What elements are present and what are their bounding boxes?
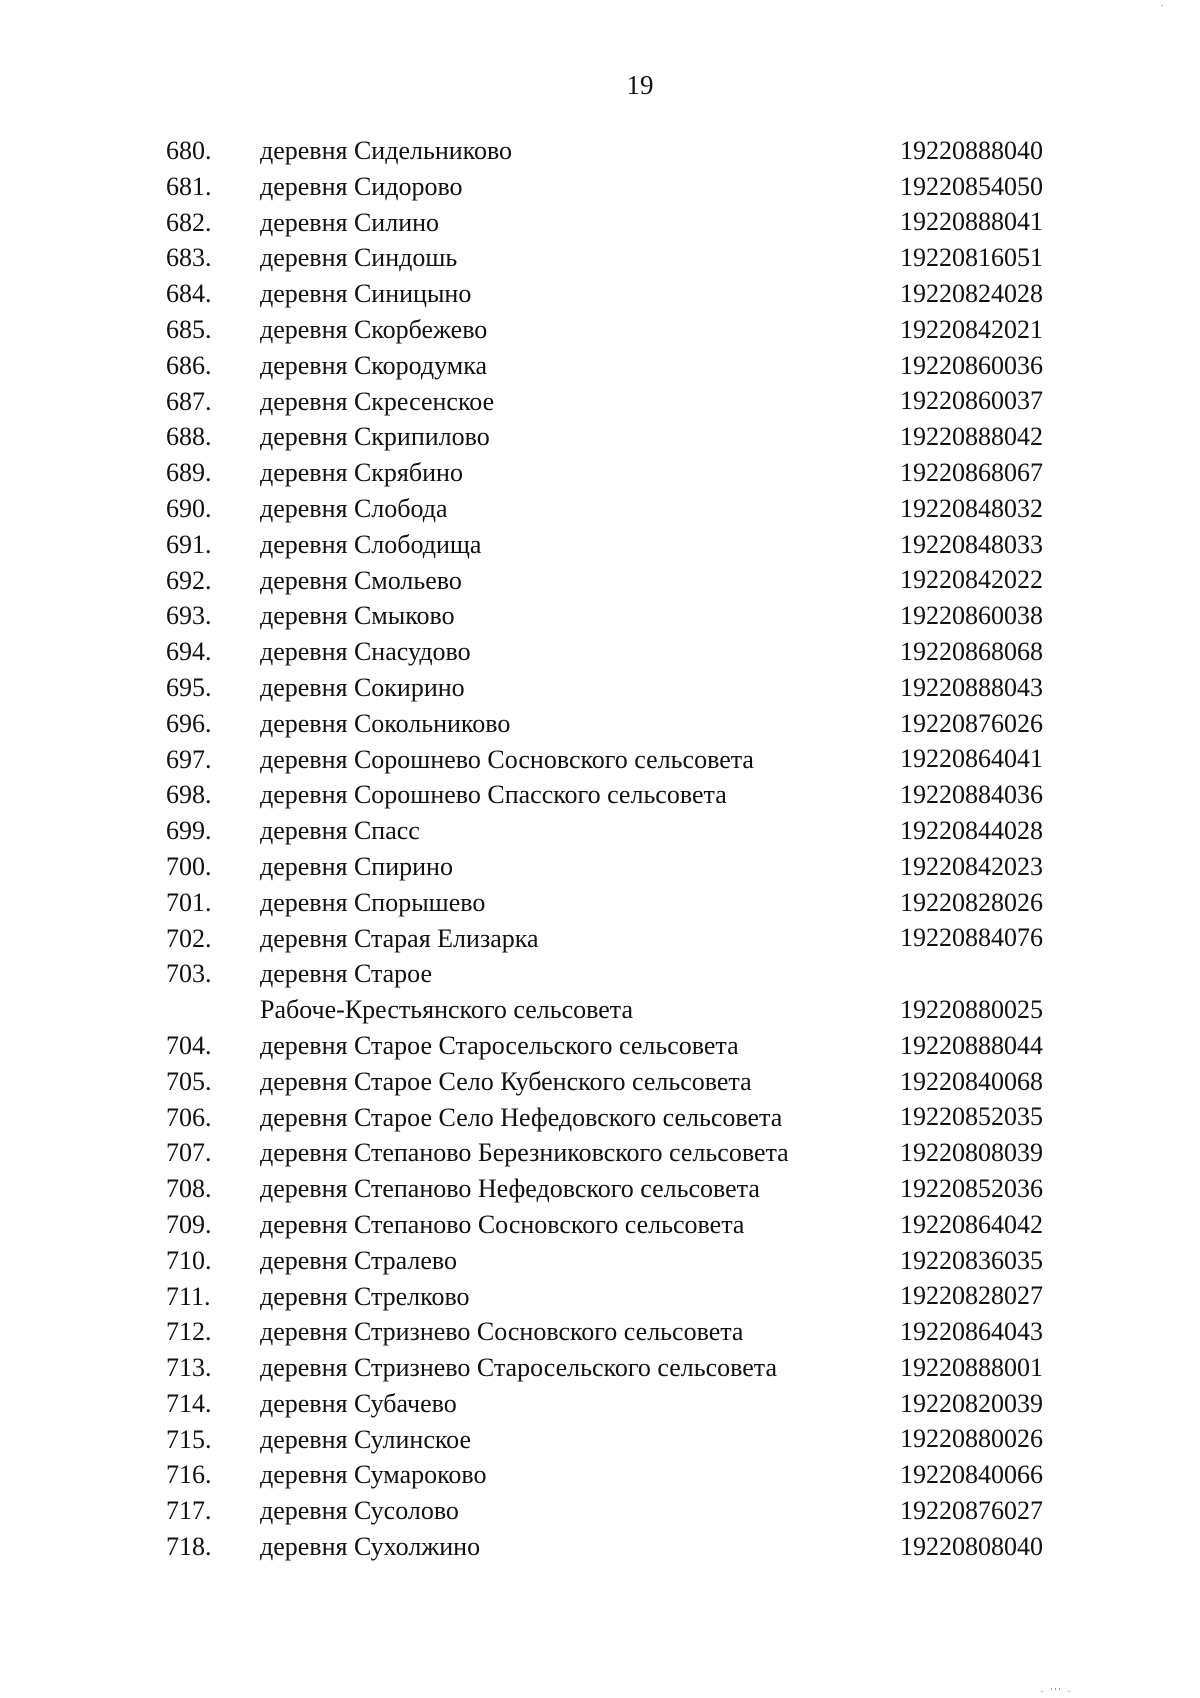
row-number: 681. bbox=[166, 171, 212, 201]
oktmo-code: 19220876027 bbox=[900, 1496, 1043, 1526]
settlement-name: деревня Синдошь bbox=[260, 243, 458, 273]
row-number: 699. bbox=[166, 816, 212, 846]
settlement-name: деревня Скородумка bbox=[260, 350, 487, 380]
oktmo-code: 19220884036 bbox=[900, 780, 1043, 810]
settlement-name: деревня Смыково bbox=[260, 601, 455, 631]
list-row bbox=[0, 742, 1200, 778]
oktmo-code: 19220888041 bbox=[900, 207, 1043, 237]
settlement-name: деревня Спасс bbox=[260, 816, 420, 846]
settlement-name: деревня Сорошнево Спасского сельсовета bbox=[260, 780, 727, 810]
list-row bbox=[0, 276, 1200, 312]
list-row bbox=[0, 706, 1200, 742]
row-number: 715. bbox=[166, 1424, 212, 1454]
oktmo-code: 19220808039 bbox=[900, 1138, 1043, 1168]
row-number: 686. bbox=[166, 350, 212, 380]
row-number: 700. bbox=[166, 851, 212, 881]
settlement-name-line: Рабоче-Крестьянского сельсовета bbox=[260, 995, 634, 1025]
settlement-name: деревня Субачево bbox=[260, 1388, 457, 1418]
row-number: 684. bbox=[166, 279, 212, 309]
oktmo-code: 19220868067 bbox=[900, 457, 1043, 487]
oktmo-code: 19220888001 bbox=[900, 1352, 1043, 1382]
settlement-name: деревня Синицыно bbox=[260, 279, 472, 309]
settlement-name: деревня Скрябино bbox=[260, 458, 463, 488]
oktmo-code: 19220854050 bbox=[900, 171, 1043, 201]
settlement-name: деревня Стралево bbox=[260, 1245, 458, 1275]
settlement-name: деревня Степаново Сосновского сельсовета bbox=[260, 1209, 745, 1239]
row-number: 702. bbox=[166, 923, 212, 953]
page-number: 19 bbox=[626, 70, 654, 100]
row-number: 691. bbox=[166, 529, 212, 559]
row-number: 680. bbox=[166, 136, 212, 165]
row-number: 687. bbox=[166, 386, 212, 416]
settlement-name: деревня Старое Старосельского сельсовета bbox=[260, 1030, 739, 1060]
list-row bbox=[0, 1350, 1200, 1386]
settlement-name: деревня Слобода bbox=[260, 493, 448, 523]
oktmo-code: 19220880025 bbox=[900, 994, 1043, 1024]
row-number: 689. bbox=[166, 458, 212, 488]
settlement-name: деревня Стризнево Сосновского сельсовета bbox=[260, 1317, 744, 1347]
row-number: 712. bbox=[166, 1317, 212, 1347]
row-number: 708. bbox=[166, 1174, 212, 1204]
settlement-name: деревня Сидорово bbox=[260, 171, 463, 201]
oktmo-code: 19220860036 bbox=[900, 350, 1043, 380]
row-number: 714. bbox=[166, 1388, 212, 1418]
row-number: 701. bbox=[166, 887, 212, 917]
list-row bbox=[0, 956, 1200, 1028]
row-number: 707. bbox=[166, 1138, 212, 1168]
oktmo-code: 19220848033 bbox=[900, 529, 1043, 559]
scan-edge-mark: · ''' · bbox=[1040, 1686, 1073, 1698]
list-row bbox=[0, 455, 1200, 491]
oktmo-code: 19220876026 bbox=[900, 708, 1043, 738]
list-row bbox=[0, 1314, 1200, 1350]
settlement-name: деревня Силино bbox=[260, 207, 440, 237]
settlement-name: деревня Смольево bbox=[260, 565, 462, 595]
oktmo-code: 19220888043 bbox=[900, 672, 1043, 702]
settlement-name: деревня Старое Село Кубенского сельсовета bbox=[260, 1066, 752, 1096]
oktmo-code: 19220848032 bbox=[900, 493, 1043, 523]
list-row bbox=[0, 1529, 1200, 1565]
oktmo-code: 19220852036 bbox=[900, 1173, 1043, 1203]
settlement-name: деревня Сумароково bbox=[260, 1460, 487, 1490]
settlement-name: деревня Спирино bbox=[260, 851, 453, 881]
row-number: 688. bbox=[166, 422, 212, 452]
list-row bbox=[0, 1422, 1200, 1458]
settlement-name: деревня Скорбежево bbox=[260, 314, 488, 344]
settlement-name: деревня Сокирино bbox=[260, 672, 465, 702]
list-row bbox=[0, 1243, 1200, 1279]
oktmo-code: 19220840068 bbox=[900, 1066, 1043, 1096]
list-row bbox=[0, 849, 1200, 885]
row-number: 711. bbox=[166, 1281, 211, 1311]
row-number: 705. bbox=[166, 1066, 212, 1096]
list-row bbox=[0, 1207, 1200, 1243]
settlement-name: деревня Старое Село Нефедовского сельсовета bbox=[260, 1102, 783, 1132]
row-number: 685. bbox=[166, 314, 212, 344]
list-row bbox=[0, 527, 1200, 563]
oktmo-code: 19220888040 bbox=[900, 135, 1043, 165]
settlement-name: деревня Стрелково bbox=[260, 1281, 470, 1311]
oktmo-code: 19220864041 bbox=[900, 744, 1043, 774]
list-row bbox=[0, 419, 1200, 455]
settlement-name: деревня Спорышево bbox=[260, 887, 486, 917]
list-row bbox=[0, 1028, 1200, 1064]
settlement-name: деревня Сидельниково bbox=[260, 136, 513, 165]
list-row bbox=[0, 1457, 1200, 1493]
settlement-name: деревня Старая Елизарка bbox=[260, 923, 539, 953]
settlement-name: деревня Степаново Нефедовского сельсовета bbox=[260, 1174, 760, 1204]
settlement-list bbox=[0, 133, 1200, 1565]
list-row bbox=[0, 348, 1200, 384]
row-number: 718. bbox=[166, 1532, 212, 1562]
oktmo-code: 19220844028 bbox=[900, 815, 1043, 845]
row-number: 692. bbox=[166, 565, 212, 595]
row-number: 693. bbox=[166, 601, 212, 631]
row-number: 698. bbox=[166, 780, 212, 810]
row-number: 716. bbox=[166, 1460, 212, 1490]
settlement-name: деревня Степаново Березниковского сельсовета bbox=[260, 1138, 789, 1168]
row-number: 695. bbox=[166, 672, 212, 702]
row-number: 703. bbox=[166, 959, 212, 989]
list-row bbox=[0, 1386, 1200, 1422]
oktmo-code: 19220860038 bbox=[900, 601, 1043, 631]
list-row bbox=[0, 1100, 1200, 1136]
list-row bbox=[0, 312, 1200, 348]
settlement-name: деревня Сокольниково bbox=[260, 708, 511, 738]
list-row bbox=[0, 491, 1200, 527]
list-row bbox=[0, 169, 1200, 205]
list-row bbox=[0, 205, 1200, 241]
list-row bbox=[0, 885, 1200, 921]
oktmo-code: 19220868068 bbox=[900, 636, 1043, 666]
row-number: 683. bbox=[166, 243, 212, 273]
row-number: 709. bbox=[166, 1209, 212, 1239]
oktmo-code: 19220864043 bbox=[900, 1317, 1043, 1347]
settlement-name: деревня Снасудово bbox=[260, 637, 471, 667]
oktmo-code: 19220828026 bbox=[900, 887, 1043, 917]
list-row bbox=[0, 240, 1200, 276]
row-number: 697. bbox=[166, 744, 212, 774]
list-row bbox=[0, 563, 1200, 599]
settlement-name: деревня Сусолово bbox=[260, 1496, 459, 1526]
row-number: 696. bbox=[166, 708, 212, 738]
oktmo-code: 19220820039 bbox=[900, 1388, 1043, 1418]
settlement-name: деревня Сухолжино bbox=[260, 1532, 481, 1562]
list-row bbox=[0, 813, 1200, 849]
row-number: 704. bbox=[166, 1030, 212, 1060]
oktmo-code: 19220860037 bbox=[900, 386, 1043, 416]
oktmo-code: 19220864042 bbox=[900, 1209, 1043, 1239]
row-number: 694. bbox=[166, 637, 212, 667]
oktmo-code: 19220840066 bbox=[900, 1460, 1043, 1490]
settlement-name: деревня Слободища bbox=[260, 529, 482, 559]
scan-edge-mark: · bbox=[1160, 0, 1164, 12]
list-row bbox=[0, 1135, 1200, 1171]
oktmo-code: 19220888044 bbox=[900, 1030, 1043, 1060]
row-number: 690. bbox=[166, 493, 212, 523]
list-row bbox=[0, 1064, 1200, 1100]
oktmo-code: 19220888042 bbox=[900, 422, 1043, 452]
row-number: 717. bbox=[166, 1496, 212, 1526]
row-number: 710. bbox=[166, 1245, 212, 1275]
list-row bbox=[0, 921, 1200, 957]
oktmo-code: 19220842023 bbox=[900, 851, 1043, 881]
list-row bbox=[0, 670, 1200, 706]
oktmo-code: 19220828027 bbox=[900, 1281, 1043, 1311]
row-number: 713. bbox=[166, 1353, 212, 1383]
list-row bbox=[0, 598, 1200, 634]
list-row bbox=[0, 1171, 1200, 1207]
settlement-name: деревня Сулинское bbox=[260, 1424, 472, 1454]
oktmo-code: 19220816051 bbox=[900, 243, 1043, 273]
settlement-name: деревня Скресенское bbox=[260, 386, 495, 416]
list-row bbox=[0, 634, 1200, 670]
list-row bbox=[0, 1279, 1200, 1315]
oktmo-code: 19220808040 bbox=[900, 1531, 1043, 1561]
list-row bbox=[0, 777, 1200, 813]
settlement-name bbox=[260, 956, 880, 1028]
oktmo-code: 19220852035 bbox=[900, 1102, 1043, 1132]
row-number: 682. bbox=[166, 207, 212, 237]
settlement-name-line: деревня Старое bbox=[260, 959, 433, 989]
list-row bbox=[0, 133, 1200, 169]
oktmo-code: 19220824028 bbox=[900, 278, 1043, 308]
list-row bbox=[0, 384, 1200, 420]
oktmo-code: 19220842021 bbox=[900, 314, 1043, 344]
settlement-name: деревня Стризнево Старосельского сельсовета bbox=[260, 1353, 777, 1383]
row-number: 706. bbox=[166, 1102, 212, 1132]
settlement-name: деревня Скрипилово bbox=[260, 422, 490, 452]
oktmo-code: 19220884076 bbox=[900, 923, 1043, 953]
settlement-name: деревня Сорошнево Сосновского сельсовета bbox=[260, 744, 754, 774]
oktmo-code: 19220880026 bbox=[900, 1424, 1043, 1454]
oktmo-code: 19220836035 bbox=[900, 1245, 1043, 1275]
list-row bbox=[0, 1493, 1200, 1529]
oktmo-code: 19220842022 bbox=[900, 565, 1043, 595]
